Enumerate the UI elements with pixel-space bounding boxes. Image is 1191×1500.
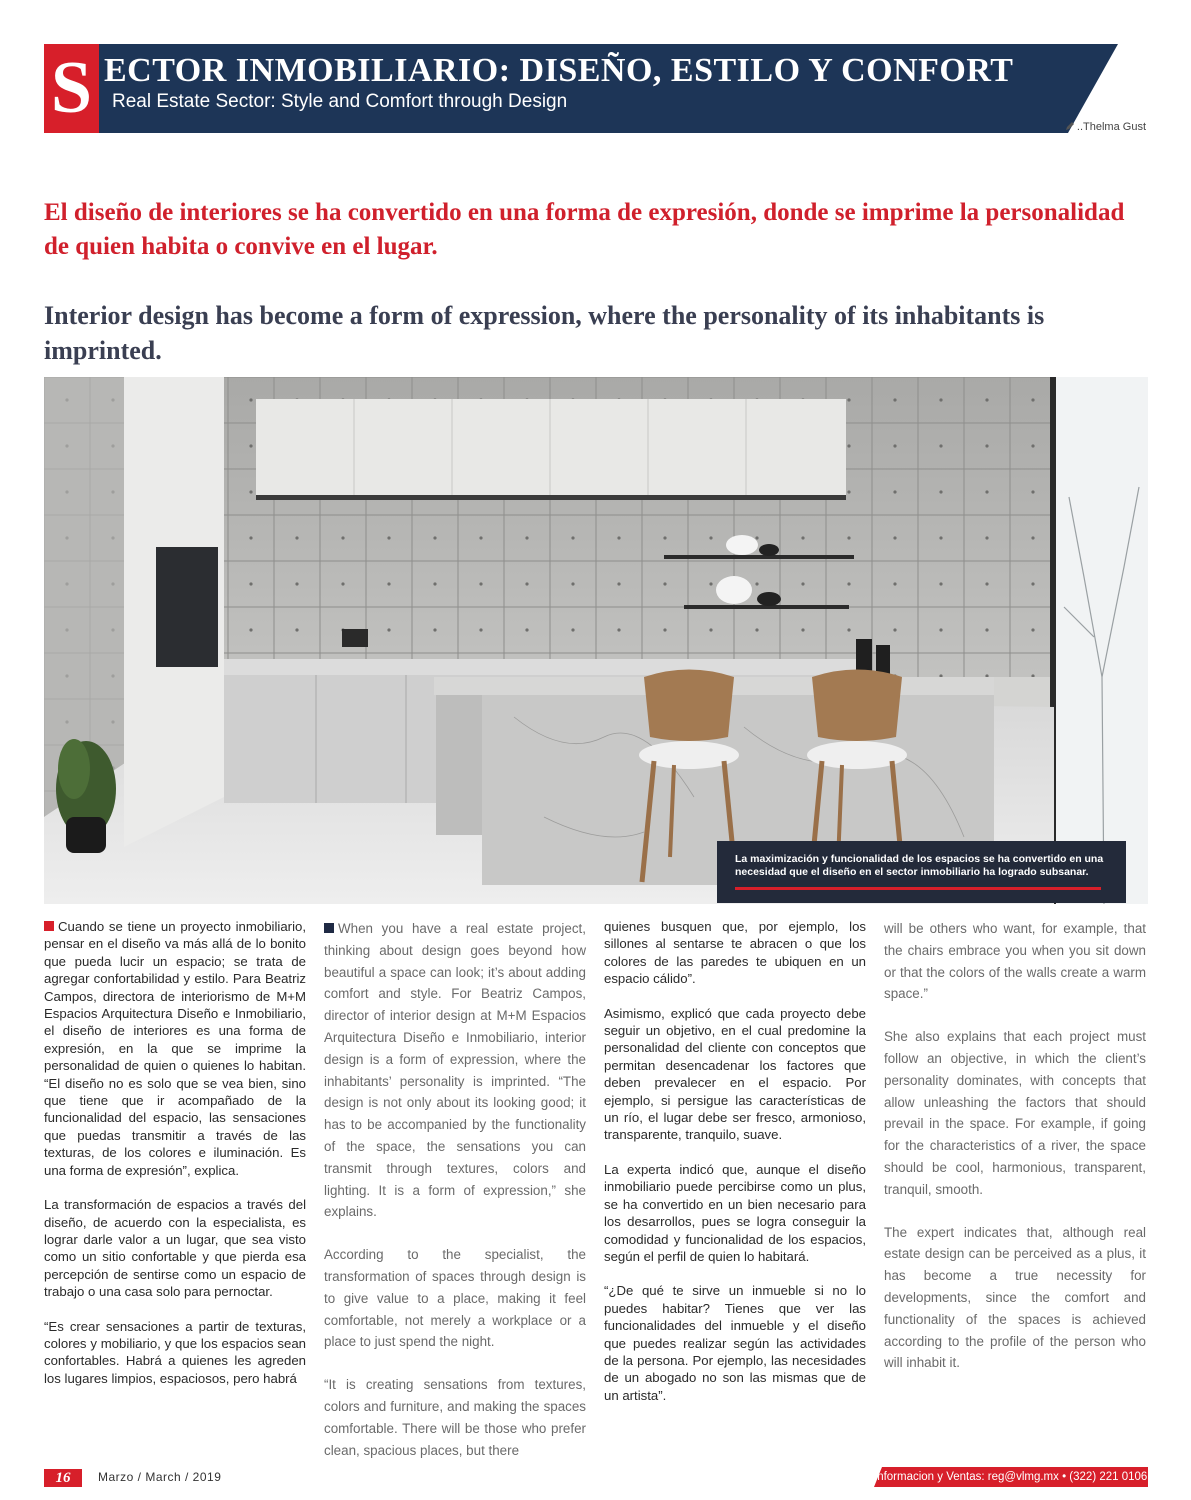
column-1-spanish (44, 918, 306, 1404)
kitchen-photo (44, 377, 1148, 904)
kitchen-illustration (44, 377, 1148, 904)
lead-english: Interior design has become a form of expression, where the personality of its inhabitants is imprinted. (44, 301, 1045, 365)
paragraph: “¿De qué te sirve un inmueble si no lo puedes habitar? Tienes que ver las funcionalidades del inmueble y el diseño que puedes realizar según las actividades de la persona. Por ejemplo, las necesidades de un abogado no son las mismas que de un artista”. (604, 1283, 866, 1403)
paragraph: La transformación de espacios a través del diseño, de acuerdo con la especialista, es lograr darle valor a un lugar, que sea visto como un sitio confortable y que pierda esa percepción de sentirse como un espacio de trabajo o una casa solo para pernoctar. (44, 1197, 306, 1300)
paragraph: Asimismo, explicó que cada proyecto debe seguir un objetivo, en el cual predomine la personalidad del cliente con conceptos que permitan desencadenar los factores que deben prevalecer en el espacio. Por ejemplo, si persigue las características de un río, el lugar debe ser fresco, armonioso, transparente, tranquilo, suave. (604, 1005, 866, 1143)
paragraph (44, 918, 306, 1179)
red-square-icon (44, 921, 54, 931)
paragraph: quienes busquen que, por ejemplo, los sillones al sentarse te abracen o que los colores de las paredes te ubiquen en un espacio cálido”. (604, 919, 866, 987)
navy-square-icon (324, 923, 334, 933)
paragraph-text: Cuando se tiene un proyecto inmobiliario, pensar en el diseño va más allá de lo bonito que pueda lucir un espacio; se trata de agregar confortabilidad y estilo. Para Beatriz Campos, directora de interiorismo de M+M Espacios Arquitectura Diseño e Inmobiliario, el diseño de interiores es una forma de expresión, en la que se imprime la personalidad de quien o quienes lo habitan. “El diseño no es solo que se vea bien, sino que tiene que ir acompañado de la funcionalidad del espacio, las sensaciones que puedas transmitir a través de las texturas, de los colores e iluminación. Es una forma de expresión”, explica. (44, 919, 306, 1178)
page-subtitle: Real Estate Sector: Style and Comfort through Design (112, 91, 568, 112)
paragraph-text: When you have a real estate project, thinking about design goes beyond how beautiful a space can look; it’s about adding comfort and style. For Beatriz Campos, director of interior design at M+M Espacios Arquitectura Diseño e Inmobiliario, interior design is a form of expression, where the inhabitants’ personality is imprinted. “The design is not only about its looking good; it has to be accompanied by the functionality of the space, the sensations you can transmit through textures, colors and lighting. It is a form of expression,” she explains. (324, 921, 586, 1220)
photo-caption (717, 841, 1126, 903)
page-number: 16 (44, 1469, 82, 1487)
column-3-spanish (604, 918, 866, 1421)
column-4-english (884, 918, 1146, 1395)
issue-date: Marzo / March / 2019 (98, 1470, 222, 1484)
paragraph: “It is creating sensations from textures, colors and furniture, and making the spaces comfortable. There will be those who prefer clean, spacious places, but there (324, 1377, 586, 1458)
header-banner (44, 44, 1118, 133)
caption-rule (735, 887, 1101, 890)
contact-info (874, 1467, 1148, 1487)
author-dots: .. (1076, 121, 1084, 133)
column-2-english (324, 918, 586, 1482)
author-name: Thelma Gust (1083, 121, 1146, 133)
paragraph: La experta indicó que, aunque el diseño inmobiliario puede percibirse como un plus, se ha convertido en un bien necesario para los desarrollos, pues se logra conseguir la comodidad y funcionalidad de los espacios, según el perfil de quien lo habitará. (604, 1161, 866, 1264)
title-dropcap: S (44, 44, 99, 133)
paragraph: She also explains that each project must follow an objective, in which the client’s personality dominates, with concepts that allow unleashing the factors that should prevail in the space. For example, if going for the characteristics of a river, the space should be cool, harmonious, transparent, tranquil, smooth. (884, 1029, 1146, 1197)
page-title: ECTOR INMOBILIARIO: DISEÑO, ESTILO Y CONFORT (104, 52, 1014, 89)
paragraph: The expert indicates that, although real estate design can be perceived as a plus, it has become a true necessity for developments, since the comfort and functionality of the spaces is achieved according to the profile of the person who will inhabit it. (884, 1224, 1146, 1371)
paragraph: will be others who want, for example, that the chairs embrace you when you sit down or that the colors of the walls create a warm space.” (884, 921, 1146, 1002)
contact-info-text: Informacion y Ventas: reg@vlmg.mx • (322) 221 0106 (874, 1471, 1148, 1483)
pen-icon (1065, 121, 1075, 131)
paragraph: “Es crear sensaciones a partir de texturas, colores y mobiliario, y que los espacios sean confortables. Habrá a quienes les agreden los lugares limpios, espaciosos, pero habrá (44, 1318, 306, 1386)
photo-caption-text: La maximización y funcionalidad de los espacios se ha convertido en una necesidad que el diseño en el sector inmobiliario ha logrado subsanar. (735, 853, 1104, 878)
paragraph: According to the specialist, the transformation of spaces through design is to give value to a place, making it feel comfortable, not merely a workplace or a place to just spend the night. (324, 1247, 586, 1350)
paragraph (324, 918, 586, 1223)
author-byline (1065, 121, 1146, 133)
lead-spanish: El diseño de interiores se ha convertido en una forma de expresión, donde se imprime la personalidad de quien habita o convive en el lugar. (44, 199, 1125, 260)
